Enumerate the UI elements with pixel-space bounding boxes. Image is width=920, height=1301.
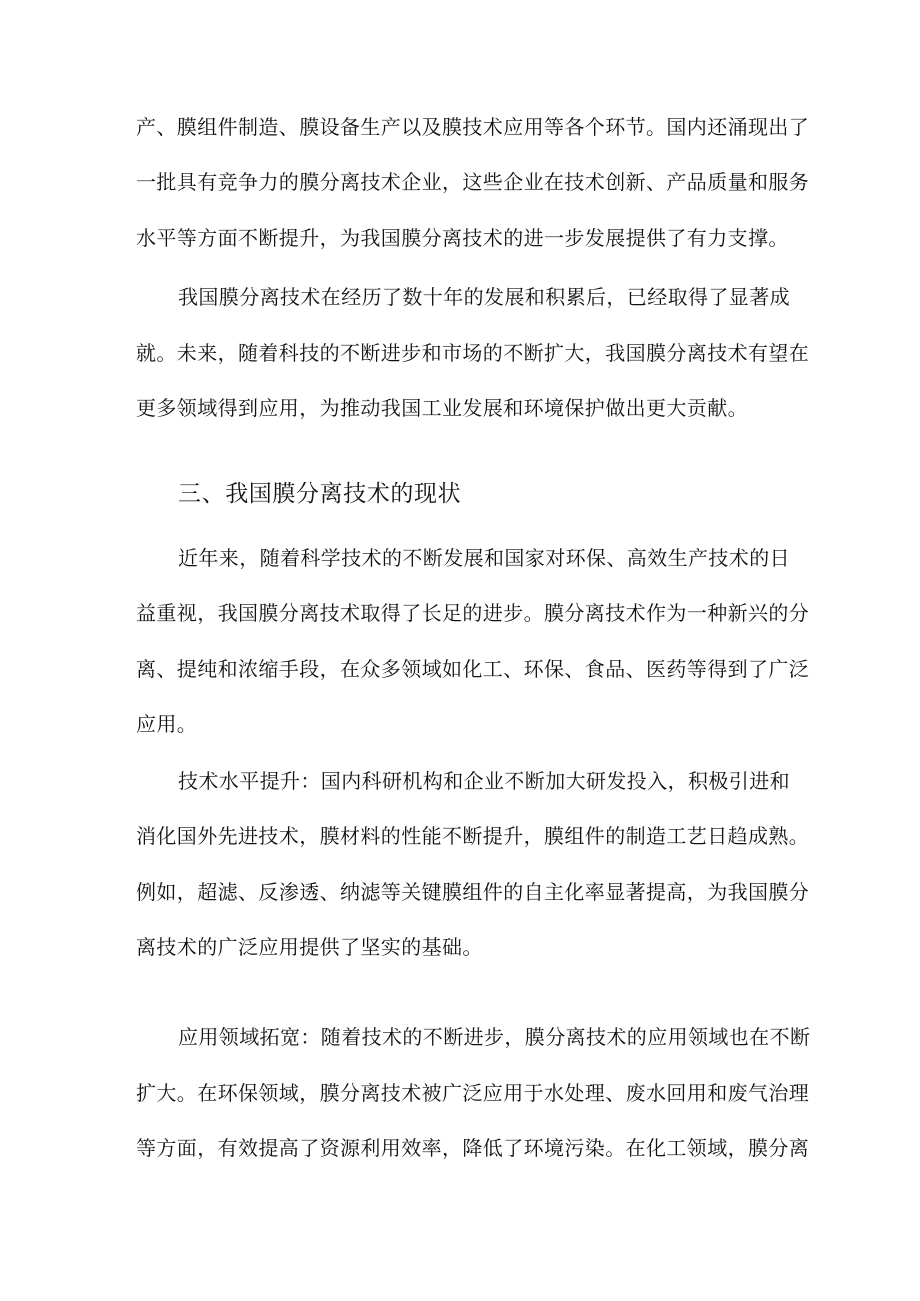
paragraph-line: 技术水平提升：国内科研机构和企业不断加大研发投入，积极引进和 [178, 769, 790, 793]
paragraph-line: 消化国外先进技术，膜材料的性能不断提升，膜组件的制造工艺日趋成熟。 [136, 824, 810, 848]
paragraph-line: 应用领域拓宽：随着技术的不断进步，膜分离技术的应用领域也在不断 [178, 1025, 811, 1049]
paragraph-line: 水平等方面不断提升，为我国膜分离技术的进一步发展提供了有力支撑。 [136, 226, 789, 250]
paragraph-line: 我国膜分离技术在经历了数十年的发展和积累后，已经取得了显著成 [178, 285, 790, 309]
paragraph-line: 等方面，有效提高了资源利用效率，降低了环境污染。在化工领域，膜分离 [136, 1136, 810, 1160]
paragraph-line: 离、提纯和浓缩手段，在众多领域如化工、环保、食品、医药等得到了广泛 [136, 657, 810, 681]
paragraph-line: 益重视，我国膜分离技术取得了长足的进步。膜分离技术作为一种新兴的分 [136, 601, 810, 625]
section-heading: 三、我国膜分离技术的现状 [178, 481, 462, 507]
paragraph-line: 就。未来，随着科技的不断进步和市场的不断扩大，我国膜分离技术有望在 [136, 341, 810, 365]
paragraph-line: 更多领域得到应用，为推动我国工业发展和环境保护做出更大贡献。 [136, 396, 748, 420]
paragraph-line: 例如，超滤、反渗透、纳滤等关键膜组件的自主化率显著提高，为我国膜分 [136, 880, 810, 904]
paragraph-line: 一批具有竞争力的膜分离技术企业，这些企业在技术创新、产品质量和服务 [136, 170, 810, 194]
paragraph-line: 扩大。在环保领域，膜分离技术被广泛应用于水处理、废水回用和废气治理 [136, 1081, 810, 1105]
paragraph-line: 离技术的广泛应用提供了坚实的基础。 [136, 935, 483, 959]
paragraph-line: 应用。 [136, 712, 198, 736]
paragraph-line: 近年来，随着科学技术的不断发展和国家对环保、高效生产技术的日 [178, 546, 790, 570]
paragraph-line: 产、膜组件制造、膜设备生产以及膜技术应用等各个环节。国内还涌现出了 [136, 115, 810, 139]
